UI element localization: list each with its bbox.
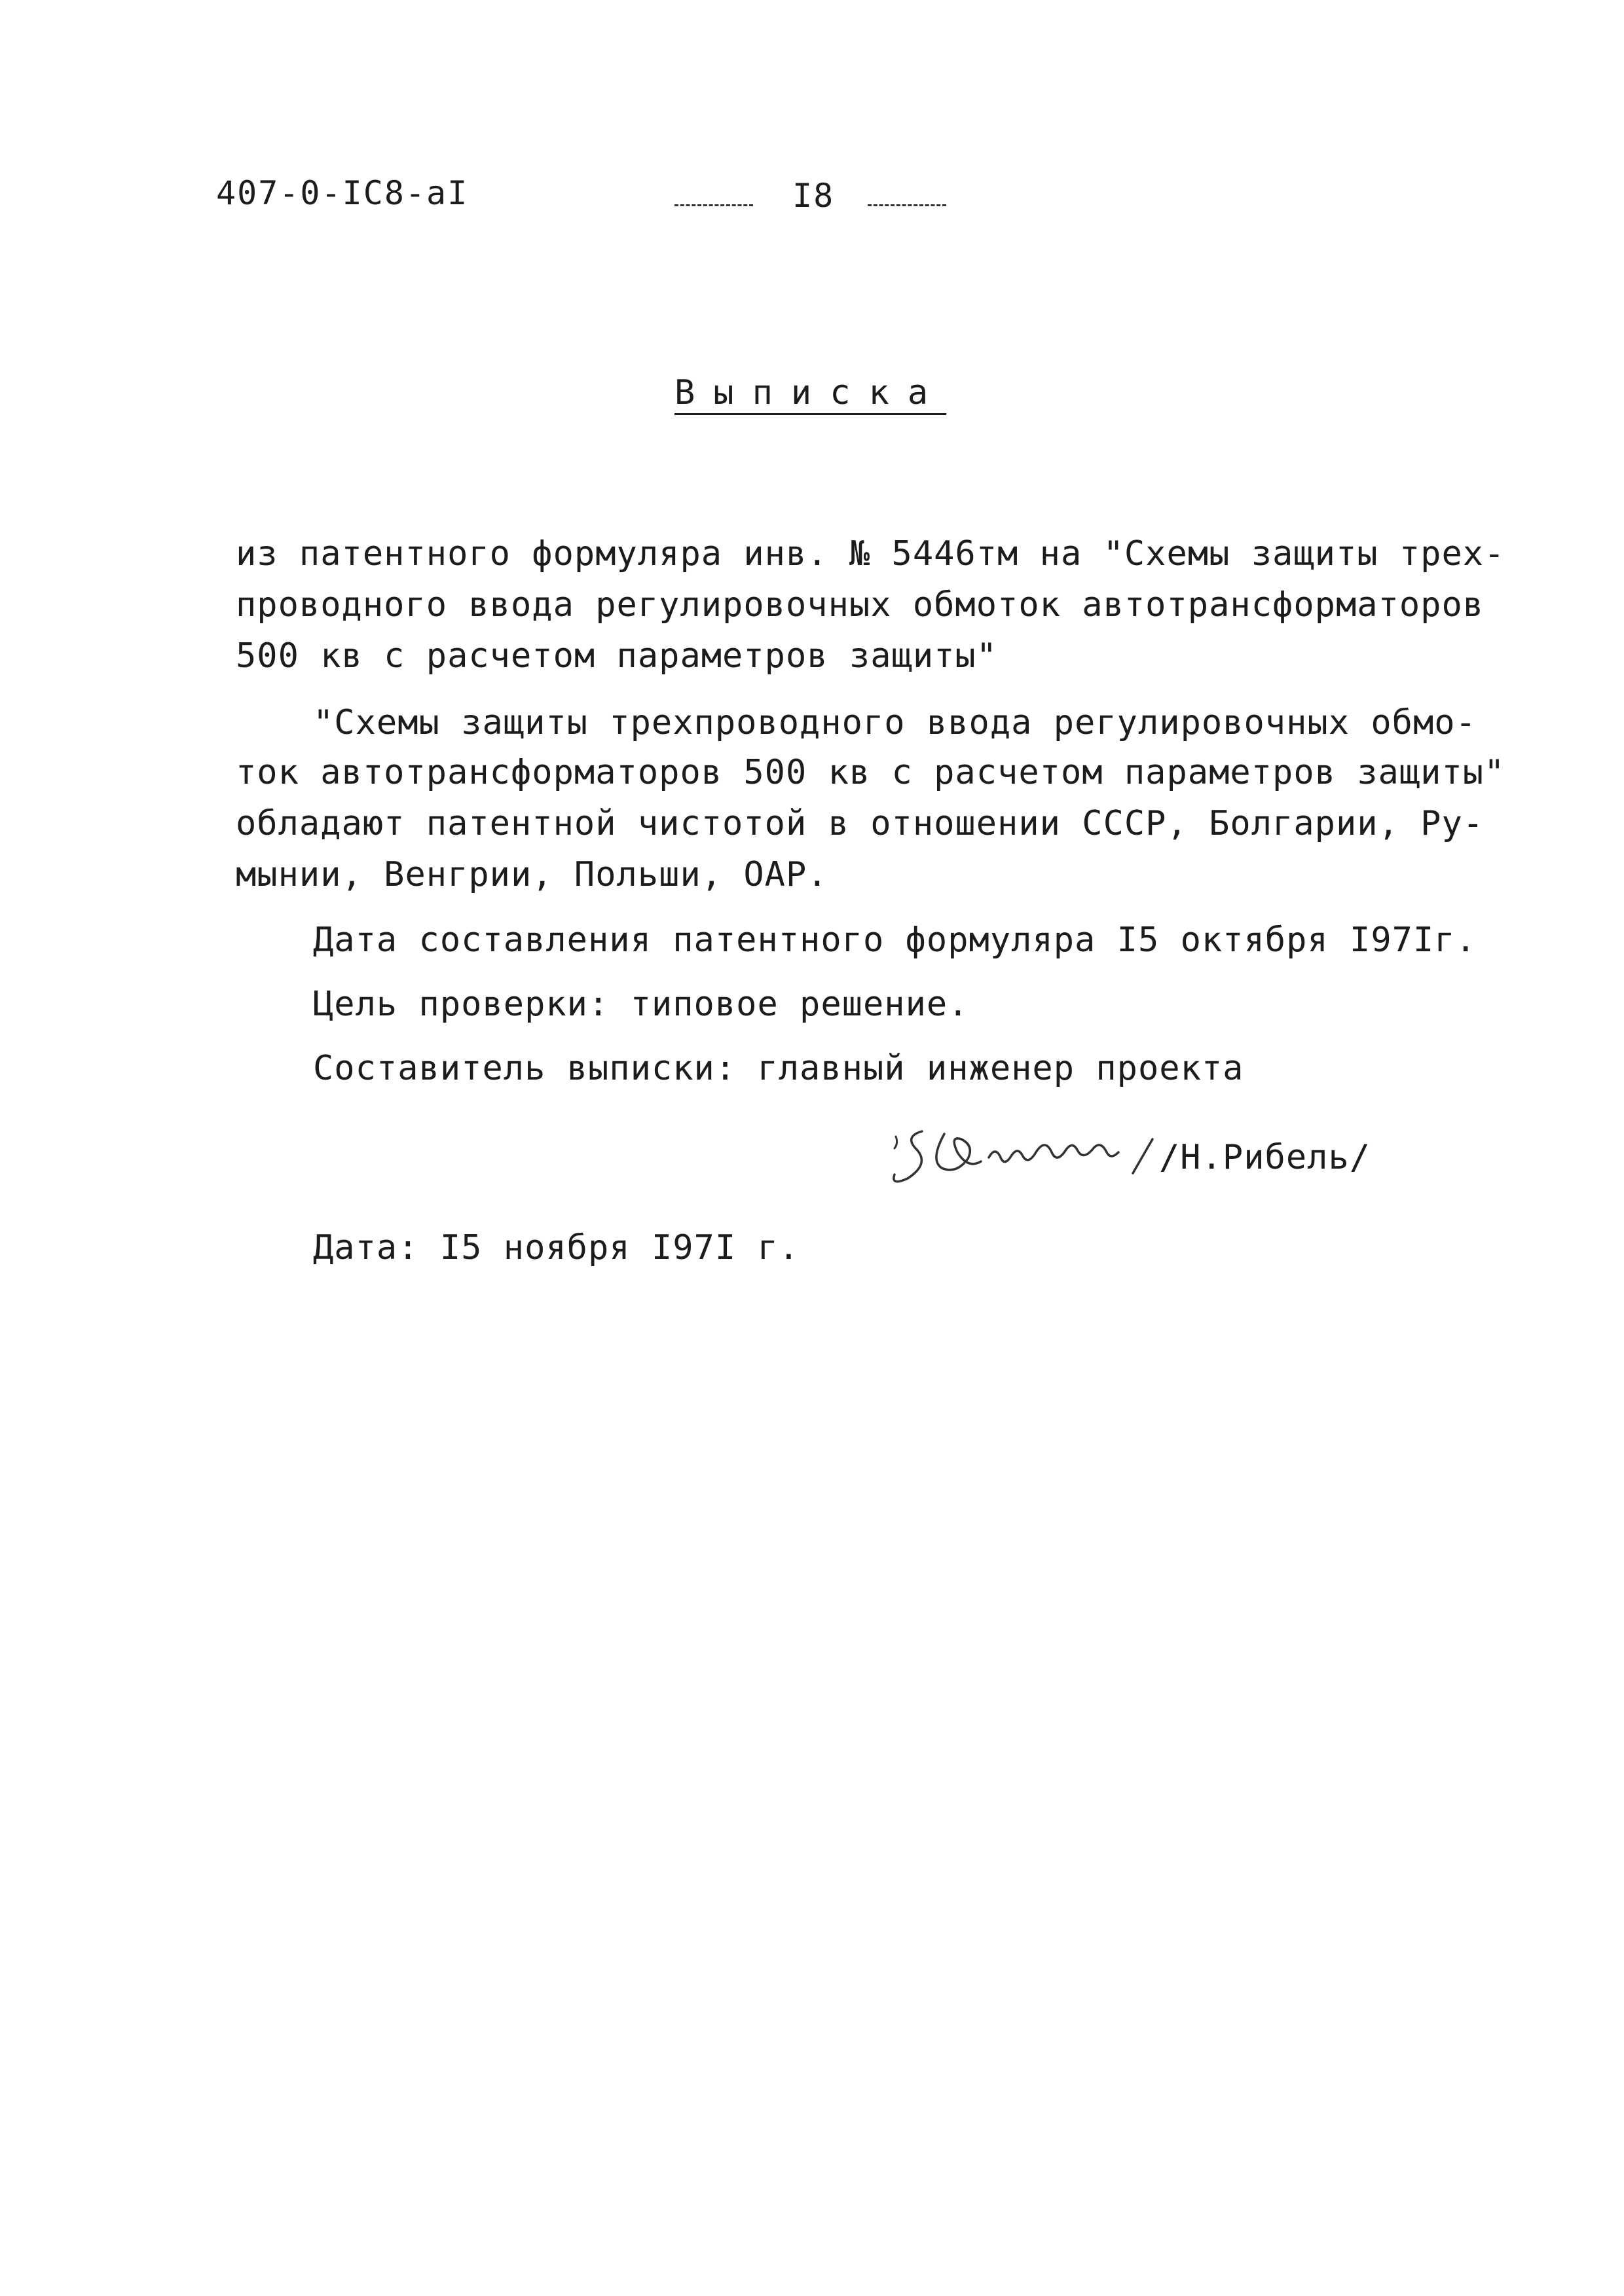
paragraph-1-line-2: проводного ввода регулировочных обмоток автотрансформаторов — [236, 585, 1485, 625]
paragraph-2-line-1: "Схемы защиты трехпроводного ввода регулировочных обмо- — [313, 703, 1477, 742]
signature-block — [884, 1125, 1382, 1184]
handwritten-signature — [884, 1125, 1159, 1184]
check-purpose: Цель проверки: типовое решение. — [313, 985, 969, 1024]
paragraph-2-line-4: мынии, Венгрии, Польши, ОАР. — [236, 855, 828, 894]
compiler-line: Составитель выписки: главный инженер проекта — [313, 1049, 1244, 1088]
paragraph-1-line-3: 500 кв с расчетом параметров защиты" — [236, 636, 998, 676]
signatory-name: /Н.Рибель/ — [1159, 1138, 1371, 1177]
paragraph-2-line-2: ток автотрансформаторов 500 кв с расчетом параметров защиты" — [236, 753, 1505, 792]
page-number-block — [674, 177, 950, 213]
final-date: Дата: I5 ноября I97I г. — [313, 1228, 800, 1267]
document-code: 407-0-IC8-aI — [216, 174, 469, 212]
page-number-dash-right — [868, 204, 946, 206]
page-number: I8 — [792, 177, 835, 215]
paragraph-2-line-3: обладают патентной чистотой в отношении СССР, Болгарии, Ру- — [236, 804, 1485, 843]
document-title: Выписка — [674, 373, 947, 412]
date-compiled: Дата составления патентного формуляра I5 октября I97Iг. — [313, 920, 1477, 960]
page-number-dash-left — [674, 204, 753, 206]
paragraph-1-line-1: из патентного формуляра инв. № 5446тм на "Схемы защиты трех- — [236, 534, 1505, 574]
